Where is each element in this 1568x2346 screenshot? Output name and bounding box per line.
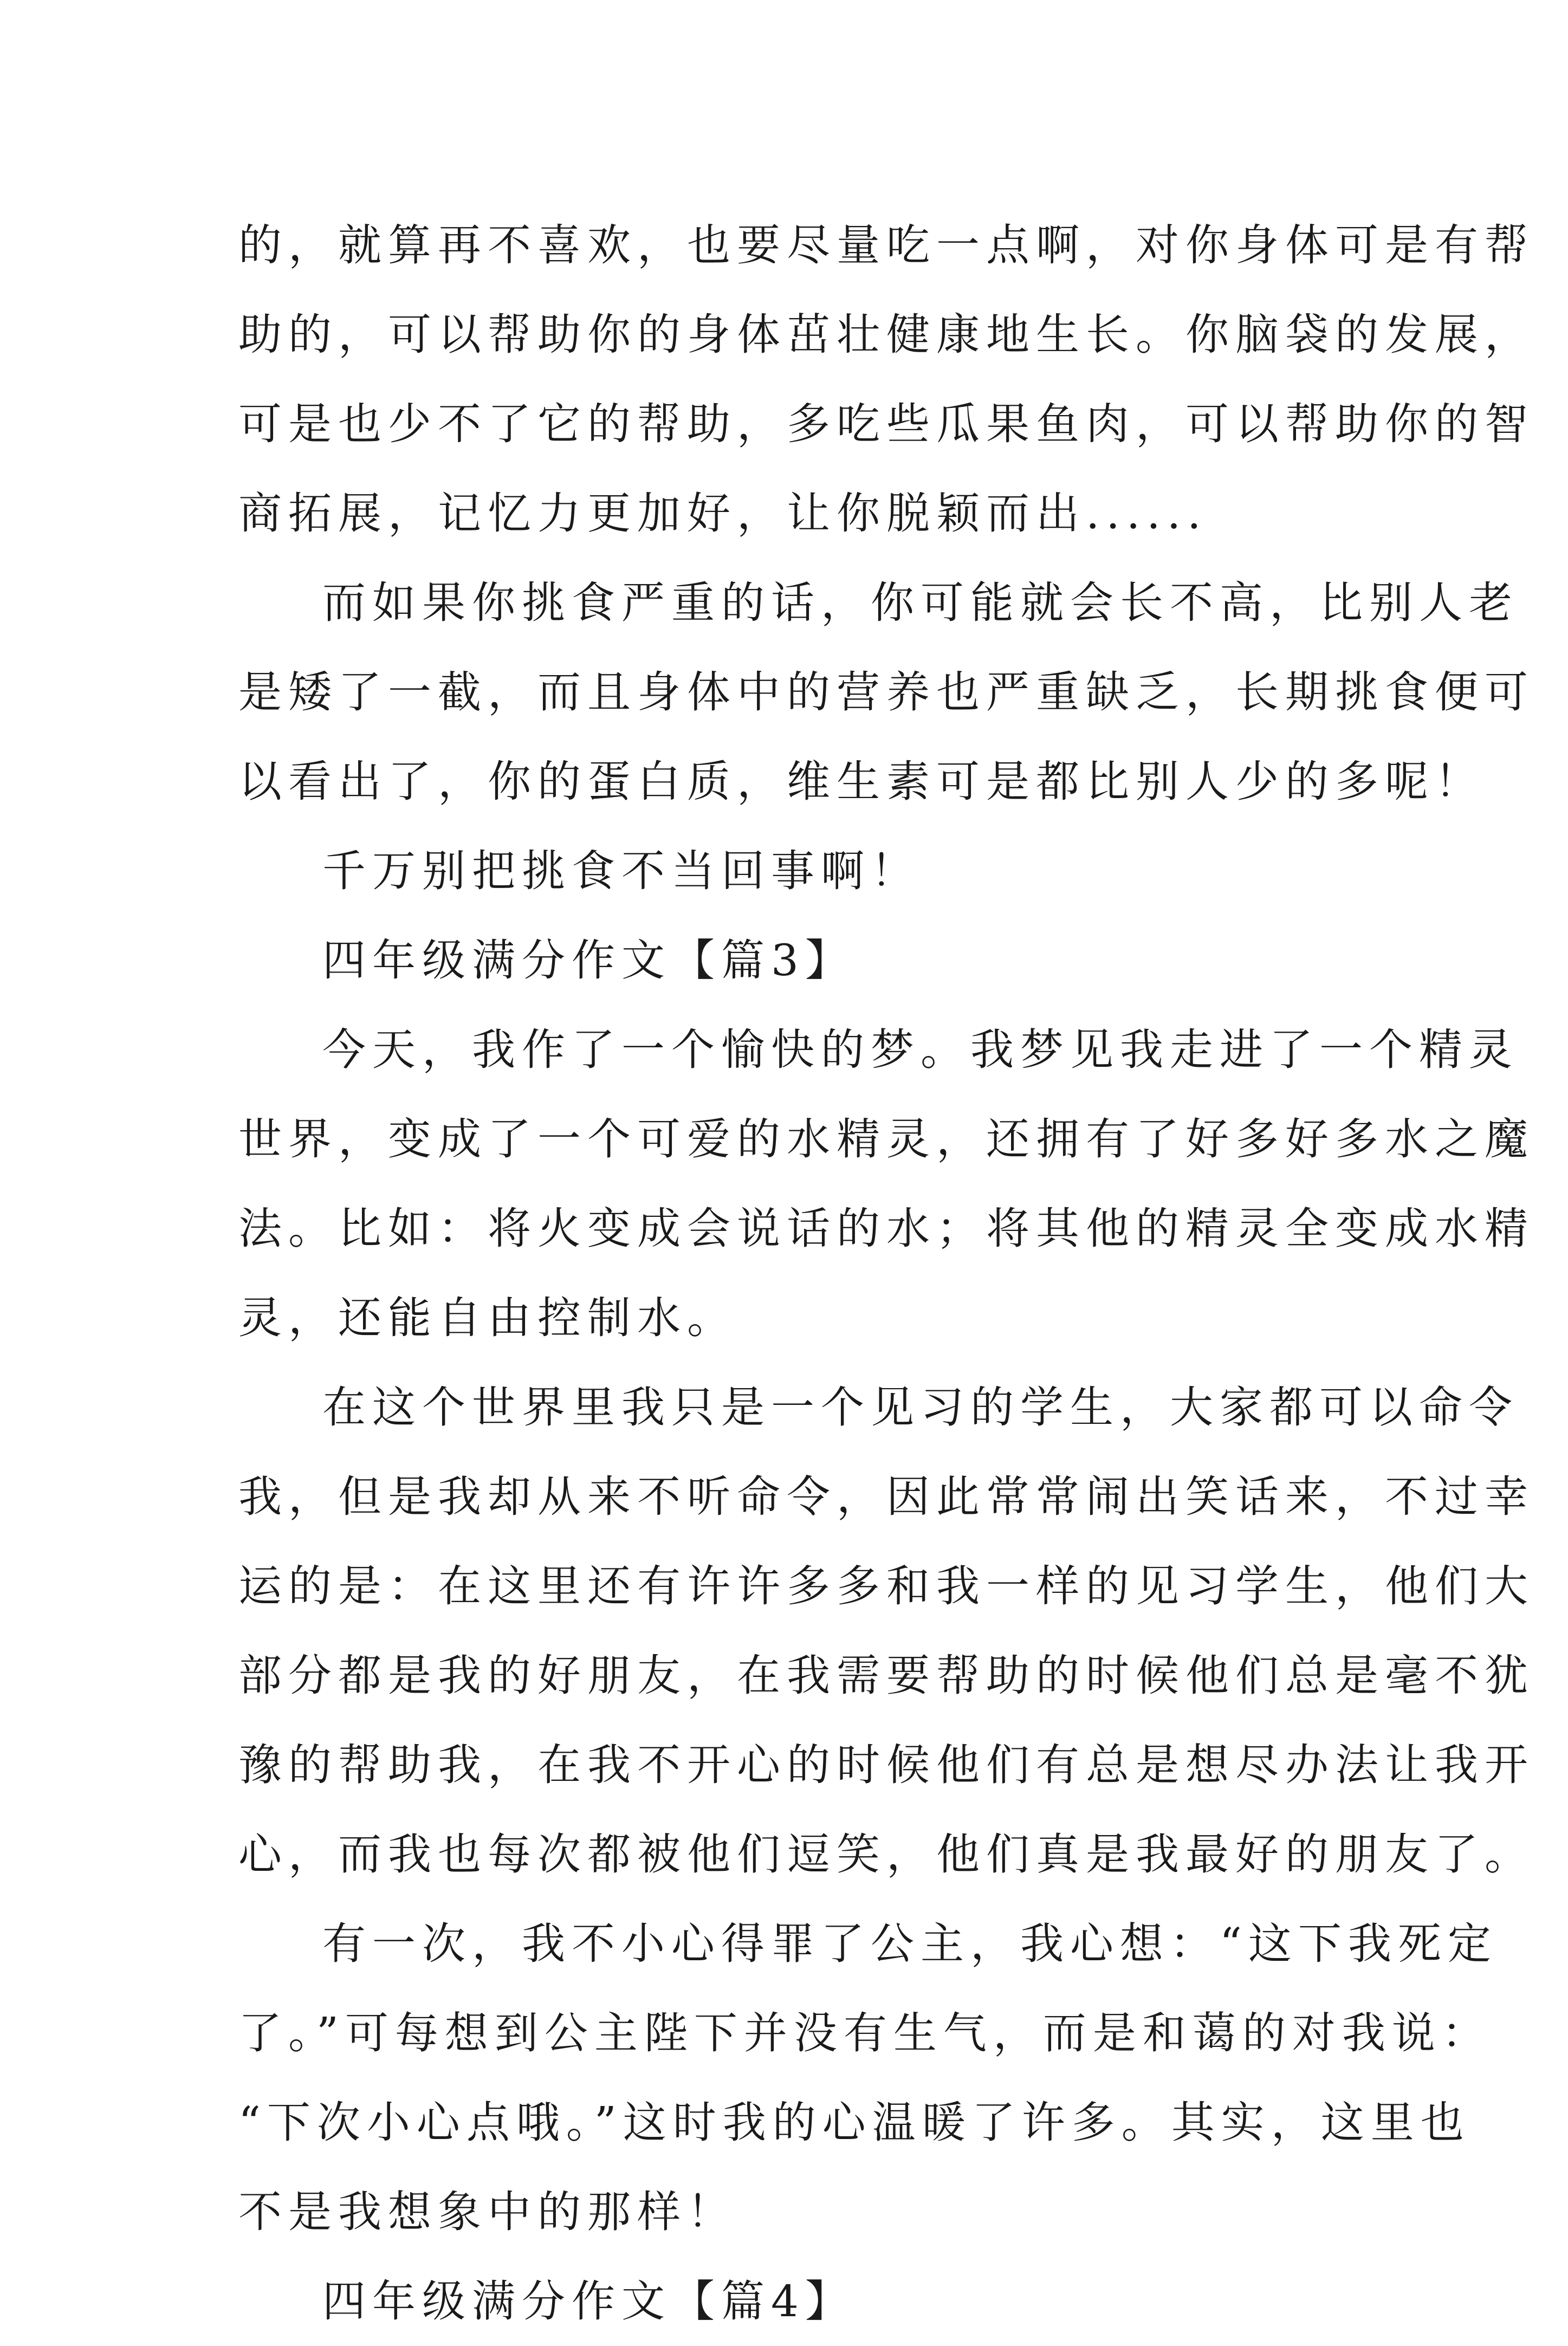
text-line: 运的是：在这里还有许许多多和我一样的见习学生，他们大 [238,1561,1534,1611]
text-line: 豫的帮助我，在我不开心的时候他们有总是想尽办法让我开 [238,1740,1534,1790]
paragraph-start-line: 而如果你挑食严重的话，你可能就会长不高，比别人老 [322,578,1519,628]
text-line: 不是我想象中的那样！ [238,2187,737,2237]
document-body [238,200,1534,2346]
paragraph-start-line: 千万别把挑食不当回事啊！ [322,846,921,896]
paragraph-start-line: 今天，我作了一个愉快的梦。我梦见我走进了一个精灵 [322,1025,1519,1075]
text-line: 部分都是我的好朋友，在我需要帮助的时候他们总是毫不犹 [238,1650,1534,1701]
text-line: 商拓展，记忆力更加好，让你脱颖而出...... [238,488,1208,539]
text-line: 是矮了一截，而且身体中的营养也严重缺乏，长期挑食便可 [238,667,1534,717]
section-heading: 四年级满分作文【篇4】 [322,2276,855,2326]
paragraph-start-line: 在这个世界里我只是一个见习的学生，大家都可以命令 [322,1382,1519,1433]
text-line: 以看出了，你的蛋白质，维生素可是都比别人少的多呢！ [238,756,1485,807]
text-line: 灵，还能自由控制水。 [238,1293,737,1343]
text-line: 助的，可以帮助你的身体茁壮健康地生长。你脑袋的发展， [238,309,1534,360]
text-line: 的，就算再不喜欢，也要尽量吃一点啊，对你身体可是有帮 [238,220,1534,270]
text-line: 世界，变成了一个可爱的水精灵，还拥有了好多好多水之魔 [238,1114,1534,1164]
text-line: 我，但是我却从来不听命令，因此常常闹出笑话来，不过幸 [238,1472,1534,1522]
text-line: 心，而我也每次都被他们逗笑，他们真是我最好的朋友了。 [238,1829,1534,1880]
section-heading: 四年级满分作文【篇3】 [322,935,855,986]
text-line: 可是也少不了它的帮助，多吃些瓜果鱼肉，可以帮助你的智 [238,399,1534,449]
text-line: 了。”可每想到公主陛下并没有生气，而是和蔼的对我说： [238,2008,1492,2058]
paragraph-start-line: 有一次，我不小心得罪了公主，我心想：“这下我死定 [322,1919,1498,1969]
text-line: “下次小心点哦。”这时我的心温暖了许多。其实，这里也 [238,2097,1470,2148]
text-line: 法。比如：将火变成会说话的水；将其他的精灵全变成水精 [238,1203,1534,1254]
